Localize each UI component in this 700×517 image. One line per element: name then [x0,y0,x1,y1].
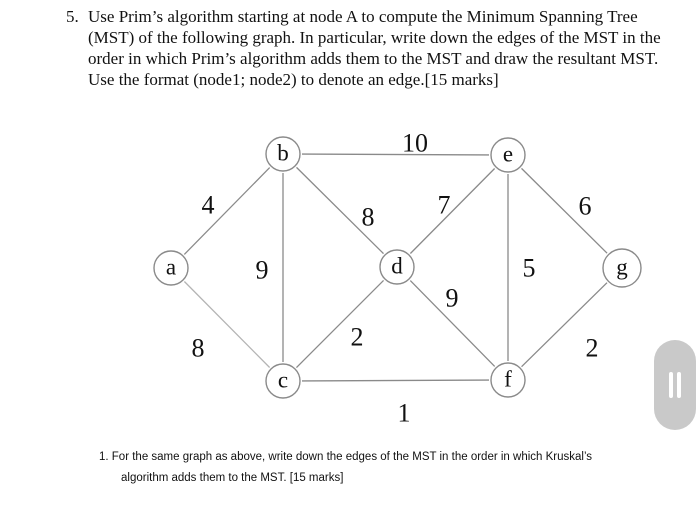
node-b [266,137,300,171]
edge-e-g [521,168,607,253]
question-5-line-4: Use the format (node1; node2) to denote an edge.[15 marks] [88,70,499,89]
node-label-f: f [504,366,512,392]
question-5-line-2: (MST) of the following graph. In particular, write down the edges of the MST in the [88,28,661,47]
edge-a-b [184,168,269,255]
node-label-e: e [502,141,514,167]
question-5-line-3: order in which Prim’s algorithm adds them to the MST and draw the resultant MST. [88,49,659,68]
question-1-line-1: 1. For the same graph as above, write down the edges of the MST in the order in which Kruskal’s [99,451,593,463]
edge-weight-b-e: 10 [402,128,428,158]
question-1-text [99,447,659,489]
scroll-handle[interactable] [654,340,696,430]
graph-nodes [154,137,641,398]
node-label-c: c [277,367,289,393]
node-f [491,363,525,397]
edge-weight-b-d: 8 [361,202,375,232]
node-label-d: d [391,253,403,279]
question-5-number: 5. [66,7,79,26]
edge-weight-e-f: 5 [522,253,536,283]
node-label-a: a [165,254,177,280]
node-e [491,138,525,172]
edge-b-e [302,154,489,155]
node-c [266,364,300,398]
node-label-g: g [616,254,628,280]
node-d [380,250,414,284]
node-a [154,251,188,285]
edge-d-e [410,168,494,253]
edge-c-d [296,280,383,367]
question-5-line-1-text: Use Prim’s algorithm starting at node A to compute the Minimum Spanning Tree [88,7,638,26]
node-label-b: b [277,140,289,166]
edge-weight-c-f: 1 [397,398,411,428]
edge-weight-d-e: 7 [437,190,451,220]
edge-weight-d-f: 9 [445,283,459,313]
question-1-line-2: algorithm adds them to the MST. [15 marks] [121,472,344,484]
edge-weight-b-c: 9 [255,255,269,285]
edge-weight-a-c: 8 [191,333,205,363]
node-g [603,249,641,287]
edge-weight-c-d: 2 [350,322,364,352]
edge-weight-e-g: 6 [578,191,592,221]
edge-weight-a-b: 4 [201,190,215,220]
edge-c-f [302,380,489,381]
edge-weight-f-g: 2 [585,333,599,363]
